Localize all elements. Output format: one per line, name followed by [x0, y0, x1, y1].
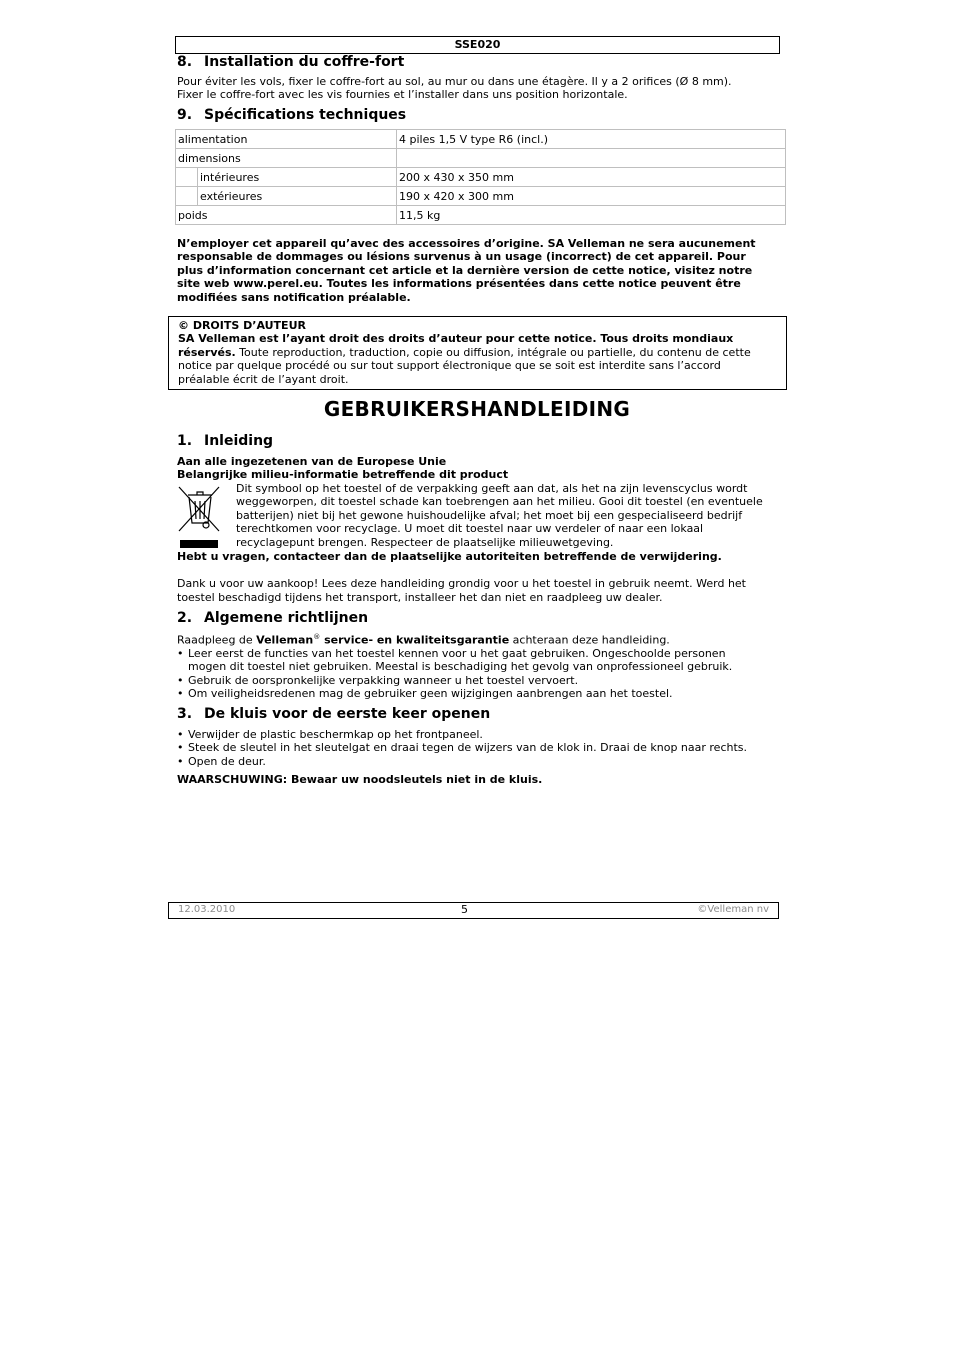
section-2-heading: 2. Algemene richtlijnen — [177, 610, 369, 626]
table-row — [176, 168, 786, 187]
notice-line: responsable de dommages ou lésions survenus à un usage (incorrect) de cet appareil. Pour — [177, 250, 746, 264]
table-row — [176, 187, 786, 206]
spec-value: 190 x 420 x 300 mm — [397, 187, 786, 206]
specs-table — [175, 129, 786, 225]
copyright-box — [168, 316, 787, 390]
spec-label: alimentation — [176, 130, 397, 149]
spec-label: poids — [176, 206, 397, 225]
notice-line: modifiées sans notification préalable. — [177, 290, 411, 304]
inleiding-continued — [177, 550, 777, 604]
list-item: • Leer eerst de functies van het toestel kennen voor u het gaat gebruiken. Ongeschoolde personen mogen dit toestel niet gebruiken. Meestal is beschadiging het gevolg van onprofessioneel gebruik. — [177, 647, 777, 674]
weee-line: recyclagepunt brengen. Respecteer de plaatselijke milieuwetgeving. — [236, 535, 614, 549]
notice-line: N’employer cet appareil qu’avec des accessoires d’origine. SA Velleman ne sera aucunement — [177, 237, 756, 250]
spec-label: intérieures — [198, 168, 397, 187]
weee-line: weggeworpen, dit toestel schade kan toebrengen aan het milieu. Gooi dit toestel (en eventuele — [236, 495, 763, 509]
section-richtlijnen — [177, 610, 777, 701]
list-item: • Gebruik de oorspronkelijke verpakking wanneer u het toestel vervoert. — [177, 674, 777, 687]
copyright-line-2: réservés. Toute reproduction, traduction, copie ou diffusion, intégrale ou partielle, du contenu de cette — [178, 345, 751, 359]
spec-value: 11,5 kg — [397, 206, 786, 225]
weee-text — [236, 482, 781, 549]
weee-bin-icon — [177, 483, 223, 549]
eu-residents: Aan alle ingezetenen van de Europese Unie — [177, 455, 447, 468]
contact-authorities: Hebt u vragen, contacteer dan de plaatselijke autoriteiten betreffende de verwijdering. — [177, 550, 722, 563]
footer-date: 12.03.2010 — [178, 904, 236, 915]
table-row — [176, 206, 786, 225]
table-row — [176, 149, 786, 168]
install-line-1: Pour éviter les vols, fixer le coffre-fort au sol, au mur ou dans une étagère. Il y a 2 orifices (Ø 8 mm). — [177, 75, 732, 88]
section-kluis-openen — [177, 706, 777, 787]
list-item: • Steek de sleutel in het sleutelgat en draai tegen de wijzers van de klok in. Draai de knop naar rechts. — [177, 741, 777, 754]
dutch-manual-title: GEBRUIKERSHANDLEIDING — [323, 397, 631, 421]
spec-value — [397, 149, 786, 168]
copyright-line-1: SA Velleman est l’ayant droit des droits d’auteur pour cette notice. Tous droits mondiaux — [178, 332, 734, 346]
section-9-heading: 9. Spécifications techniques — [177, 107, 407, 123]
header-model: SSE020 — [175, 36, 780, 54]
spec-indent — [176, 187, 198, 206]
list-item: • Open de deur. — [177, 755, 777, 768]
env-info: Belangrijke milieu-informatie betreffende dit product — [177, 468, 509, 482]
thanks-line: toestel beschadigd tijdens het transport, installeer het dan niet en raadpleeg uw dealer. — [177, 590, 663, 604]
thanks-line: Dank u voor uw aankoop! Lees deze handleiding grondig voor u het toestel in gebruik neemt. Werd het — [177, 577, 746, 591]
open-steps-list — [177, 728, 777, 768]
copyright-line-3: notice par quelque procédé ou sur tout support électronique que se soit est interdite sans l’accord — [178, 359, 721, 373]
spec-label: dimensions — [176, 149, 397, 168]
section-3-heading: 3. De kluis voor de eerste keer openen — [177, 706, 491, 722]
copyright-title: © DROITS D’AUTEUR — [178, 319, 306, 332]
guidelines-list — [177, 647, 777, 701]
copyright-line-4: préalable écrit de l’ayant droit. — [178, 372, 349, 386]
weee-line: terechtkomen voor recyclage. U moet dit toestel naar uw verdeler of naar een lokaal — [236, 522, 704, 536]
spec-indent — [176, 168, 198, 187]
weee-line: Dit symbool op het toestel of de verpakking geeft aan dat, als het na zijn levenscyclus wordt — [236, 482, 748, 495]
section-installation — [177, 54, 777, 102]
section-inleiding — [177, 433, 777, 482]
spec-value: 200 x 430 x 350 mm — [397, 168, 786, 187]
install-line-2: Fixer le coffre-fort avec les vis fournies et l’installer dans uns position horizontale. — [177, 88, 628, 102]
section-1-heading: 1. Inleiding — [177, 433, 274, 449]
list-item: • Verwijder de plastic beschermkap op het frontpaneel. — [177, 728, 777, 741]
section-specs — [177, 107, 777, 123]
spec-value: 4 piles 1,5 V type R6 (incl.) — [397, 130, 786, 149]
footer-page-number: 5 — [461, 903, 468, 916]
notice-block — [177, 237, 777, 304]
guarantee-intro: Raadpleeg de Velleman® service- en kwaliteitsgarantie achteraan deze handleiding. — [177, 633, 670, 647]
footer-copyright: ©Velleman nv — [697, 904, 769, 915]
notice-line: site web www.perel.eu. Toutes les informations présentées dans cette notice peuvent être — [177, 277, 741, 291]
warning-text: WAARSCHUWING: Bewaar uw noodsleutels niet in de kluis. — [177, 773, 543, 787]
page-footer — [168, 902, 779, 919]
weee-line: batterijen) niet bij het gewone huishoudelijke afval; het moet bij een gespecialiseerd bedrijf — [236, 508, 743, 522]
section-8-heading: 8. Installation du coffre-fort — [177, 54, 405, 70]
table-row — [176, 130, 786, 149]
spec-label: extérieures — [198, 187, 397, 206]
list-item: • Om veiligheidsredenen mag de gebruiker geen wijzigingen aanbrengen aan het toestel. — [177, 687, 777, 700]
notice-line: plus d’information concernant cet article et la dernière version de cette notice, visitez notre — [177, 263, 753, 277]
